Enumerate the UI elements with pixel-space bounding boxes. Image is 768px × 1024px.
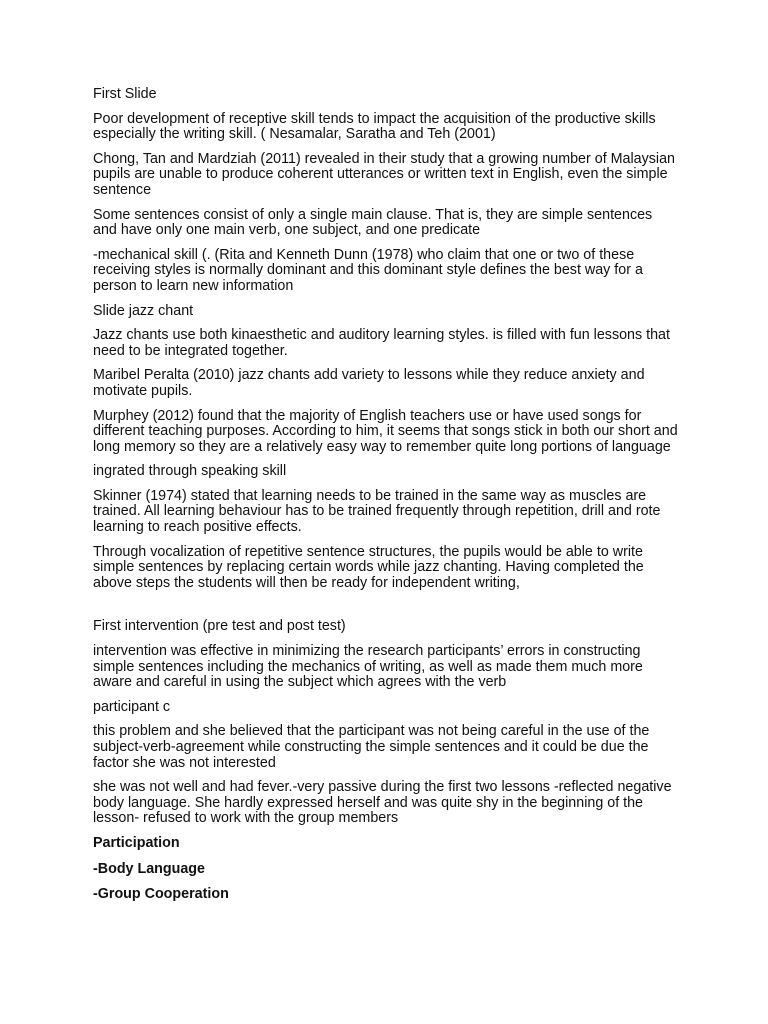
heading-first-intervention: First intervention (pre test and post test): [93, 618, 346, 635]
paragraph: Skinner (1974) stated that learning needs to be trained in the same way as muscles are trained. All learning behaviour has to be trained frequently through repetition, drill and rote learning to reach positive effects.: [93, 487, 661, 536]
heading-slide-jazz-chant: Slide jazz chant: [93, 302, 194, 319]
bold-item-body-language: -Body Language: [93, 860, 205, 877]
bold-item-participation: Participation: [93, 834, 180, 851]
paragraph: Poor development of receptive skill tends to impact the acquisition of the productive skills especially the writing skill. ( Nesamalar, Saratha and Teh (2001): [93, 110, 656, 143]
paragraph: Jazz chants use both kinaesthetic and auditory learning styles. is filled with fun lessons that need to be integrated together.: [93, 327, 670, 359]
heading-first-slide: First Slide: [93, 86, 157, 102]
bold-item-group-cooperation: -Group Cooperation: [93, 886, 229, 903]
paragraph: she was not well and had fever.-very passive during the first two lessons -reflected negative body language. She hardly expressed herself and was quite shy in the beginning of the lesson- refused to work with the group members: [93, 779, 672, 827]
paragraph: -mechanical skill (. (Rita and Kenneth Dunn (1978) who claim that one or two of these receiving styles is normally dominant and this dominant style defines the best way for a person to learn new information: [93, 246, 643, 294]
paragraph: this problem and she believed that the participant was not being careful in the use of the subject-verb-agreement while constructing the simple sentences and it could be due the factor she was not interested: [93, 723, 650, 771]
paragraph: participant c: [93, 698, 171, 715]
paragraph: ingrated through speaking skill: [93, 463, 287, 480]
paragraph: Through vocalization of repetitive sentence structures, the pupils would be able to write simple sentences by replacing certain words while jazz chanting. Having completed the above steps the students will then be ready for independent writing,: [93, 543, 644, 591]
paragraph: Some sentences consist of only a single main clause. That is, they are simple sentences and have only one main verb, one subject, and one predicate: [93, 206, 653, 239]
paragraph: Maribel Peralta (2010) jazz chants add variety to lessons while they reduce anxiety and motivate pupils.: [93, 367, 645, 399]
paragraph: Murphey (2012) found that the majority of English teachers use or have used songs for different teaching purposes. According to him, it seems that songs stick in both our short and long memory so they are a relatively easy way to remember quite long portions of language: [93, 407, 678, 455]
paragraph: intervention was effective in minimizing the research participants’ errors in constructing simple sentences including the mechanics of writing, as well as made them much more aware and careful in using the subject which agrees with the verb: [93, 643, 643, 691]
spacer: [93, 600, 688, 619]
paragraph: Chong, Tan and Mardziah (2011) revealed in their study that a growing number of Malaysian pupils are unable to produce coherent utterances or written text in English, even the simple sentence: [93, 150, 676, 198]
